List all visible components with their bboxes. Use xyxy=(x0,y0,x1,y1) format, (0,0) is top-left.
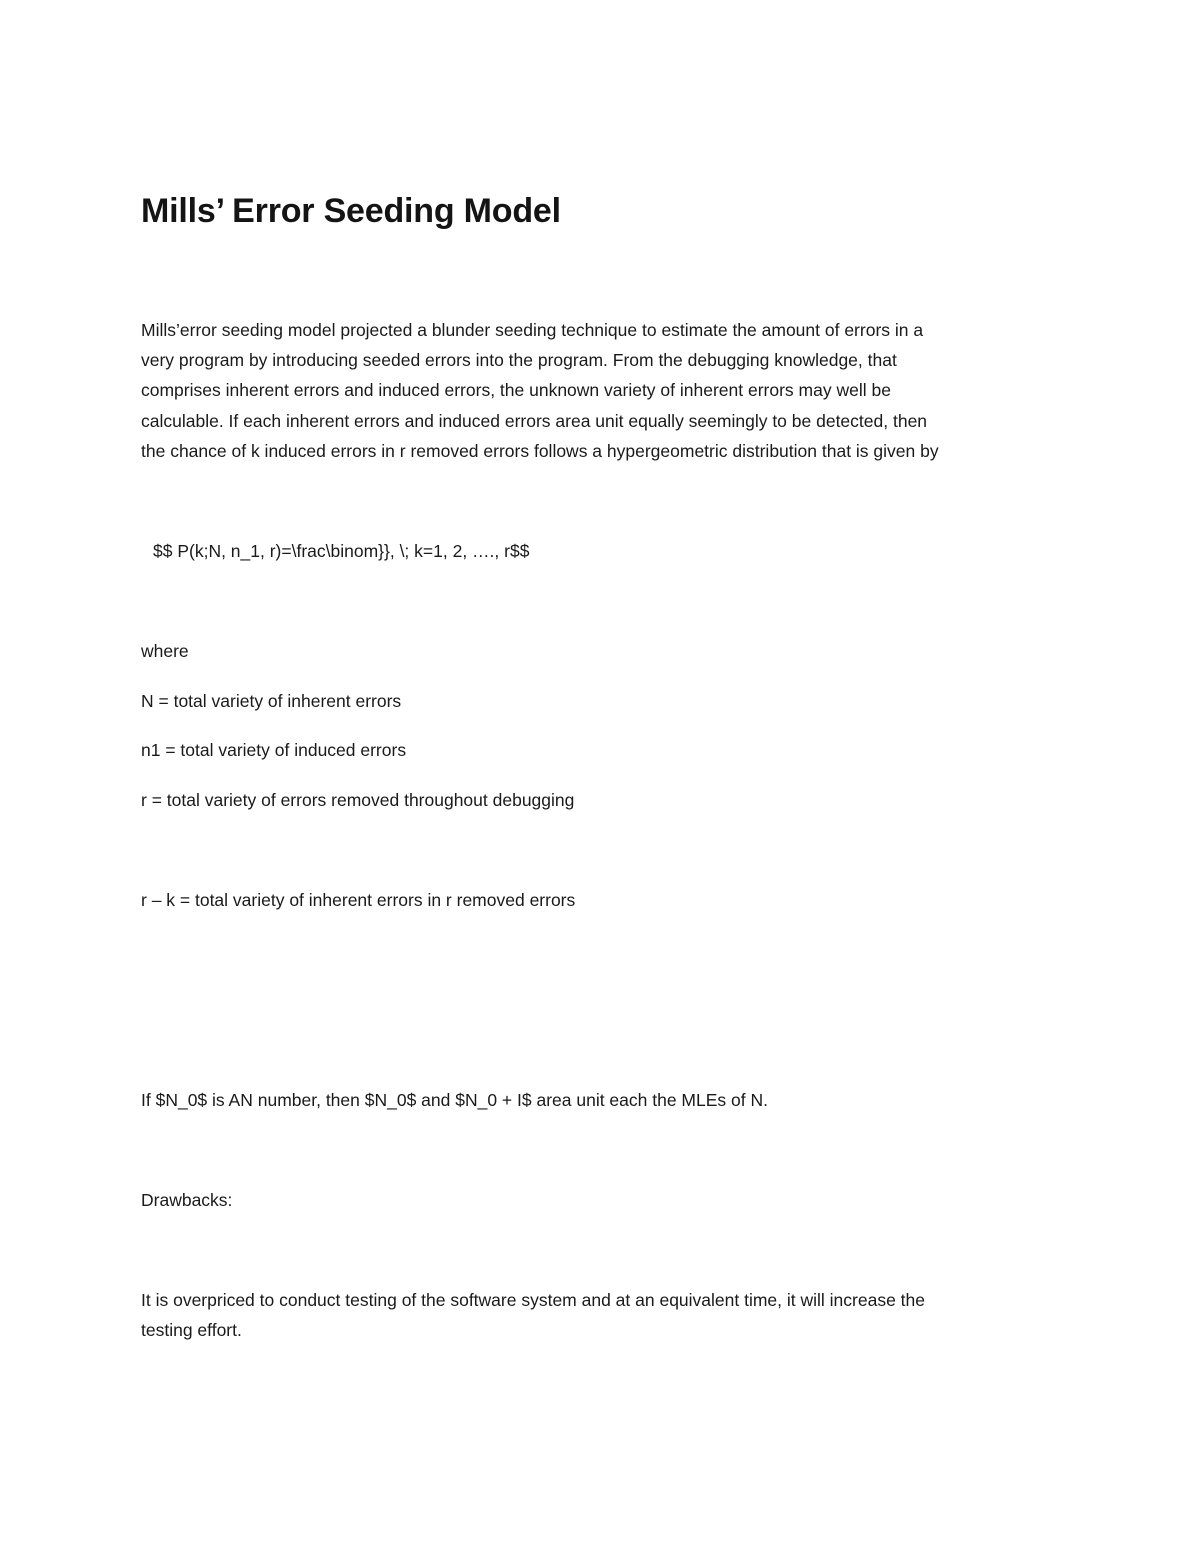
definition-r-minus-k: r – k = total variety of inherent errors in r removed errors xyxy=(141,890,576,910)
intro-line-2: very program by introducing seeded errors into the program. From the debugging knowledge, that xyxy=(141,350,897,370)
where-label: where xyxy=(141,641,189,661)
drawbacks-heading: Drawbacks: xyxy=(141,1190,233,1210)
definition-r: r = total variety of errors removed throughout debugging xyxy=(141,790,575,810)
definition-n1: n1 = total variety of induced errors xyxy=(141,740,407,760)
definition-N: N = total variety of inherent errors xyxy=(141,691,402,711)
mle-statement: If $N_0$ is AN number, then $N_0$ and $N_0 + I$ area unit each the MLEs of N. xyxy=(141,1090,768,1110)
page-title: Mills’ Error Seeding Model xyxy=(141,192,561,230)
drawback-line-2: testing effort. xyxy=(141,1320,242,1340)
intro-line-1: Mills’error seeding model projected a blunder seeding technique to estimate the amount of errors in a xyxy=(141,320,924,340)
intro-line-3: comprises inherent errors and induced errors, the unknown variety of inherent errors may well be xyxy=(141,380,891,400)
intro-line-4: calculable. If each inherent errors and induced errors area unit equally seemingly to be detected, then xyxy=(141,411,928,431)
intro-line-5: the chance of k induced errors in r removed errors follows a hypergeometric distribution that is given by xyxy=(141,441,939,461)
hypergeometric-formula: $$ P(k;N, n_1, r)=\frac\binom}}, \; k=1, 2, …., r$$ xyxy=(153,541,530,561)
drawback-line-1: It is overpriced to conduct testing of the software system and at an equivalent time, it will increase the xyxy=(141,1290,926,1310)
